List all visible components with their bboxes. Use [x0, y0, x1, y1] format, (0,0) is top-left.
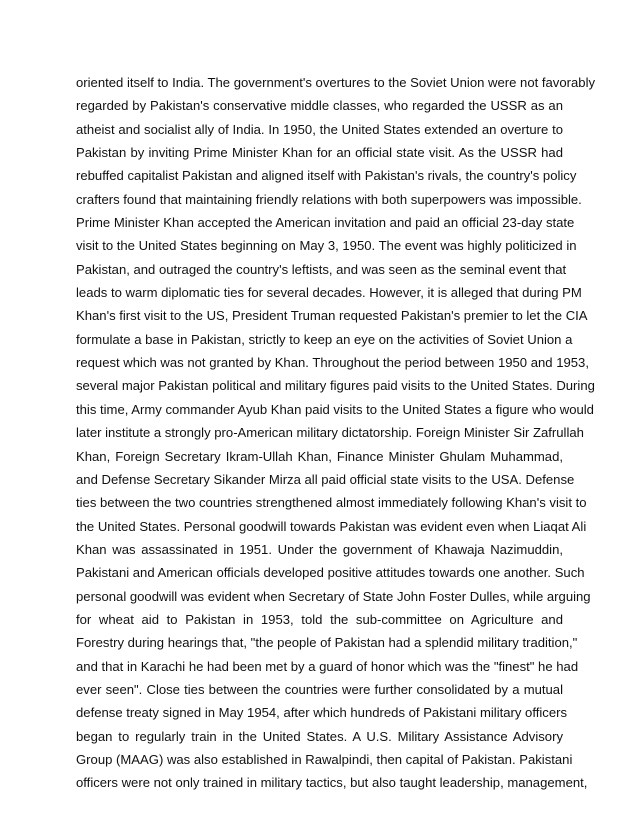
text-line-2: regarded by Pakistan's conservative middle classes, who regarded the USSR as an: [76, 98, 563, 114]
text-line-8: visit to the United States beginning on May 3, 1950. The event was highly politicized in: [76, 238, 577, 254]
text-line-24: for wheat aid to Pakistan in 1953, told the sub-committee on Agriculture and: [76, 611, 563, 627]
text-line-5: rebuffed capitalist Pakistan and aligned itself with Pakistan's rivals, the country's policy: [76, 168, 577, 184]
text-line-6: crafters found that maintaining friendly relations with both superpowers was impossible.: [76, 191, 582, 207]
text-line-22: Pakistani and American officials developed positive attitudes towards one another. Such: [76, 565, 585, 581]
text-line-12: formulate a base in Pakistan, strictly to keep an eye on the activities of Soviet Union a: [76, 331, 573, 347]
body-paragraph: [76, 71, 596, 795]
text-line-21: Khan was assassinated in 1951. Under the government of Khawaja Nazimuddin,: [76, 541, 563, 557]
text-line-19: ties between the two countries strengthened almost immediately following Khan's visit to: [76, 495, 587, 511]
text-line-25: Forestry during hearings that, "the people of Pakistan had a splendid military tradition,": [76, 635, 578, 651]
text-line-29: began to regularly train in the United States. A U.S. Military Assistance Advisory: [76, 728, 563, 744]
text-line-20: the United States. Personal goodwill towards Pakistan was evident even when Liaqat Ali: [76, 518, 587, 534]
text-line-14: several major Pakistan political and military figures paid visits to the United States. During: [76, 378, 595, 394]
text-line-17: Khan, Foreign Secretary Ikram-Ullah Khan, Finance Minister Ghulam Muhammad,: [76, 448, 563, 464]
text-line-31: officers were not only trained in military tactics, but also taught leadership, management,: [76, 775, 588, 791]
text-line-10: leads to warm diplomatic ties for several decades. However, it is alleged that during PM: [76, 285, 582, 301]
text-line-30: Group (MAAG) was also established in Rawalpindi, then capital of Pakistan. Pakistani: [76, 751, 573, 767]
text-line-1: oriented itself to India. The government's overtures to the Soviet Union were not favorably: [76, 75, 596, 90]
text-line-28: defense treaty signed in May 1954, after which hundreds of Pakistani military officers: [76, 705, 568, 721]
text-line-13: request which was not granted by Khan. Throughout the period between 1950 and 1953,: [76, 355, 589, 371]
text-line-16: later institute a strongly pro-American military dictatorship. Foreign Minister Sir Zafrullah: [76, 425, 584, 441]
text-line-23: personal goodwill was evident when Secretary of State John Foster Dulles, while arguing: [76, 588, 591, 604]
text-line-4: Pakistan by inviting Prime Minister Khan for an official state visit. As the USSR had: [76, 145, 563, 161]
text-line-3: atheist and socialist ally of India. In 1950, the United States extended an overture to: [76, 121, 563, 137]
text-line-15: this time, Army commander Ayub Khan paid visits to the United States a figure who would: [76, 401, 594, 417]
text-line-26: and that in Karachi he had been met by a guard of honor which was the "finest" he had: [76, 658, 579, 674]
text-line-9: Pakistan, and outraged the country's leftists, and was seen as the seminal event that: [76, 261, 567, 277]
text-line-11: Khan's first visit to the US, President Truman requested Pakistan's premier to let the CIA: [76, 308, 588, 324]
text-line-18: and Defense Secretary Sikander Mirza all paid official state visits to the USA. Defense: [76, 471, 575, 487]
text-line-27: ever seen". Close ties between the countries were further consolidated by a mutual: [76, 681, 563, 697]
text-line-7: Prime Minister Khan accepted the American invitation and paid an official 23-day state: [76, 215, 575, 231]
